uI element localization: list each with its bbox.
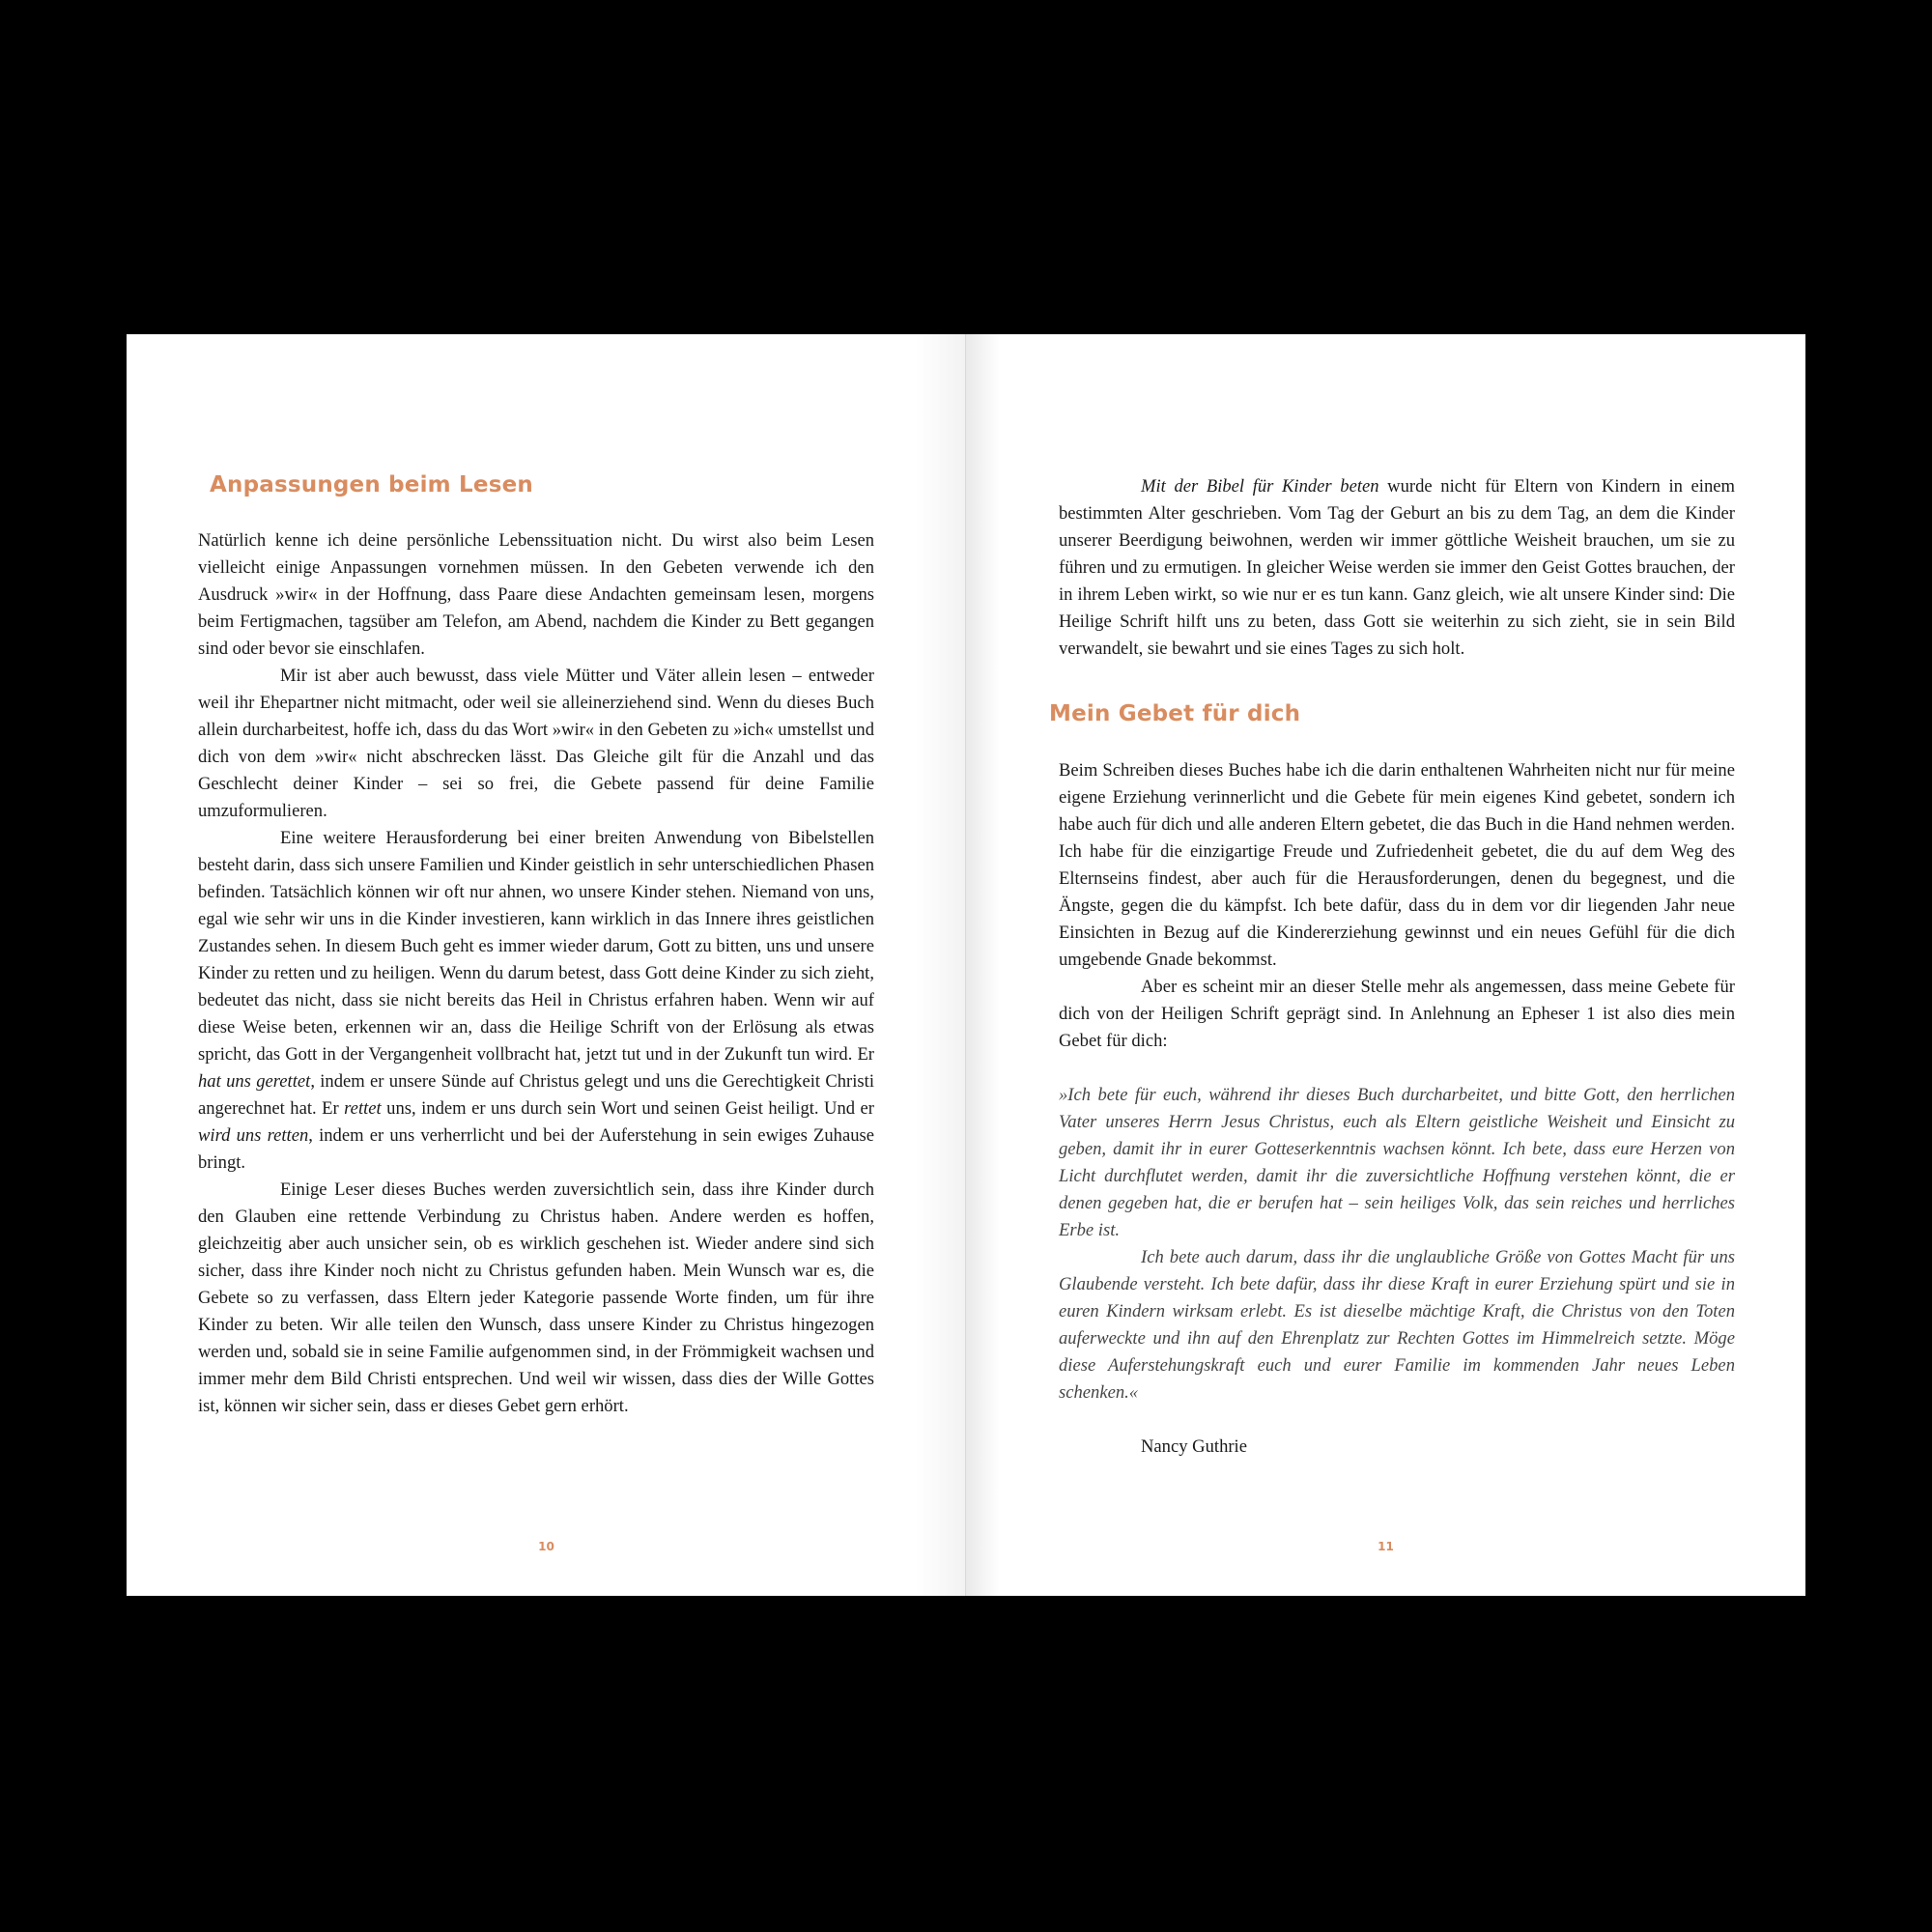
spacer [1059,1055,1735,1082]
text-run: uns, indem er uns durch sein Wort und seinen Geist heiligt. Und er [381,1098,874,1119]
emphasis: wird uns retten [198,1125,309,1146]
page-number: 10 [538,1540,554,1553]
paragraph: Mir ist aber auch bewusst, dass viele Mütter und Väter allein lesen – entweder weil ihr Ehepartner nicht mitmacht, oder weil sie alleinerziehend sind. Wenn du dieses Buch allein durcharbeitest, hoffe ich, dass du das Wort »wir« in den Gebeten zu »ich« umstellst und dich von dem »wir« nicht abschrecken lässt. Das Gleiche gilt für die Anzahl und das Geschlecht deiner Kinder – sei so frei, die Gebete passend für deine Familie umzuformulieren. [198,666,874,821]
left-page [127,334,966,1596]
book-spread [127,334,1805,1596]
text-run: Eine weitere Herausforderung bei einer breiten Anwendung von Bibelstellen besteht darin, dass sich unsere Familien und Kinder geistlich in sehr unterschiedlichen Phasen befinden. Tatsächlich können wir oft nur ahnen, wo unsere Kinder stehen. Niemand von uns, egal wie sehr wir uns in die Kinder investieren, kann wirklich in das Innere ihres geistlichen Zustandes sehen. In diesem Buch geht es immer wieder darum, Gott zu bitten, uns und unsere Kinder zu retten und zu heiligen. Wenn du darum betest, dass Gott deine Kinder zu sich zieht, bedeutet das nicht, dass sie nicht bereits das Heil in Christus erfahren haben. Wenn wir auf diese Weise beten, erkennen wir an, dass die Heilige Schrift von der Erlösung als etwas spricht, das Gott in der Vergangenheit vollbracht hat, jetzt tut und in der Zukunft tun wird. Er [198,828,874,1065]
text-run: , indem er unsere Sünde auf Christus gelegt und uns die Gerechtigkeit Christi angerechnet hat. Er [198,1071,874,1119]
paragraph: Beim Schreiben dieses Buches habe ich die darin enthaltenen Wahrheiten nicht nur für meine eigene Erziehung verinnerlicht und die Gebete für mein eigenes Kind gebetet, sondern ich habe auch für dich und alle anderen Eltern gebetet, die das Buch in die Hand nehmen werden. Ich habe für die einzigartige Freude und Zufriedenheit gebetet, die du auf dem Weg des Elternseins findest, aber auch für die Herausforderungen, denen du begegnest, und die Ängste, gegen die du kämpfst. Ich bete dafür, dass du in dem vor dir liegenden Jahr neue Einsichten in Bezug auf die Kindererziehung gewinnst und ein neues Gefühl für die dich umgebende Gnade bekommst. [1059,760,1735,970]
right-text-column-top [1059,473,1735,663]
paragraph: Einige Leser dieses Buches werden zuversichtlich sein, dass ihre Kinder durch den Glauben eine rettende Verbindung zu Christus haben. Andere werden es hoffen, gleichzeitig aber auch unsicher sein, ob es wirklich geschehen ist. Wieder andere sind sich sicher, dass ihre Kinder noch nicht zu Christus gefunden haben. Mein Wunsch war es, die Gebete so zu verfassen, dass Eltern jeder Kategorie passende Worte finden, um für ihre Kinder zu beten. Wir alle teilen den Wunsch, dass unsere Kinder zu Christus hingezogen werden und, sobald sie in seine Familie aufgenommen sind, in der Frömmigkeit wachsen und immer mehr dem Bild Christi entsprechen. Und weil wir wissen, dass dies der Wille Gottes ist, können wir sicher sein, dass er dieses Gebet gern erhört. [198,1179,874,1416]
text-run: , indem er uns verherrlicht und bei der Auferstehung in sein ewiges Zuhause bringt. [198,1125,874,1173]
section-heading: Anpassungen beim Lesen [210,472,533,497]
page-number: 11 [1378,1540,1394,1553]
left-text-column [198,527,874,1420]
spacer [1059,1406,1735,1434]
right-page [966,334,1805,1596]
signature: Nancy Guthrie [1141,1436,1247,1457]
paragraph: Natürlich kenne ich deine persönliche Lebenssituation nicht. Du wirst also beim Lesen vielleicht einige Anpassungen vornehmen müssen. In den Gebeten verwende ich den Ausdruck »wir« in der Hoffnung, dass Paare diese Andachten gemeinsam lesen, morgens beim Fertigmachen, tagsüber am Telefon, am Abend, nachdem die Kinder zu Bett gegangen sind oder bevor sie einschlafen. [198,530,874,659]
paragraph: Aber es scheint mir an dieser Stelle mehr als angemessen, dass meine Gebete für dich von der Heiligen Schrift geprägt sind. In Anlehnung an Epheser 1 ist also dies mein Gebet für dich: [1059,977,1735,1051]
paragraph [1059,473,1735,663]
section-heading: Mein Gebet für dich [1049,701,1301,726]
book-title: Mit der Bibel für Kinder beten [1141,476,1379,497]
emphasis: hat uns gerettet [198,1071,311,1092]
right-text-column [1059,757,1735,1461]
text-run: wurde nicht für Eltern von Kindern in einem bestimmten Alter geschrieben. Vom Tag der Geburt an bis zu dem Tag, an dem die Kinder unserer Beerdigung beiwohnen, werden wir immer göttliche Weisheit brauchen, um sie zu führen und zu ermutigen. In gleicher Weise werden sie immer den Geist Gottes brauchen, der in ihrem Leben wirkt, so wie nur er es tun kann. Ganz gleich, wie alt unsere Kinder sind: Die Heilige Schrift hilft uns zu beten, dass Gott sie weiterhin zu sich zieht, sie in sein Bild verwandelt, sie bewahrt und sie eines Tages zu sich holt. [1059,476,1735,659]
emphasis: rettet [344,1098,382,1119]
prayer-quote: »Ich bete für euch, während ihr dieses Buch durcharbeitet, und bitte Gott, den herrlichen Vater unseres Herrn Jesus Christus, euch als Eltern geistliche Weisheit und Einsicht zu geben, damit ihr in eurer Gotteserkenntnis wachsen könnt. Ich bete, dass eure Herzen von Licht durchflutet werden, damit ihr die zuversichtliche Hoffnung verstehen könnt, die er denen gegeben hat, die er berufen hat – sein heiliges Volk, das sein reiches und herrliches Erbe ist. [1059,1085,1735,1240]
prayer-quote: Ich bete auch darum, dass ihr die unglaubliche Größe von Gottes Macht für uns Glaubende versteht. Ich bete dafür, dass ihr diese Kraft in eurer Erziehung spürt und sie in euren Kindern wirksam erlebt. Es ist dieselbe mächtige Kraft, die Christus von den Toten auferweckte und ihn auf den Ehrenplatz zur Rechten Gottes im Himmelreich setzte. Möge diese Auferstehungskraft euch und eurer Familie im kommenden Jahr neues Leben schenken.« [1059,1247,1735,1403]
paragraph [198,825,874,1177]
